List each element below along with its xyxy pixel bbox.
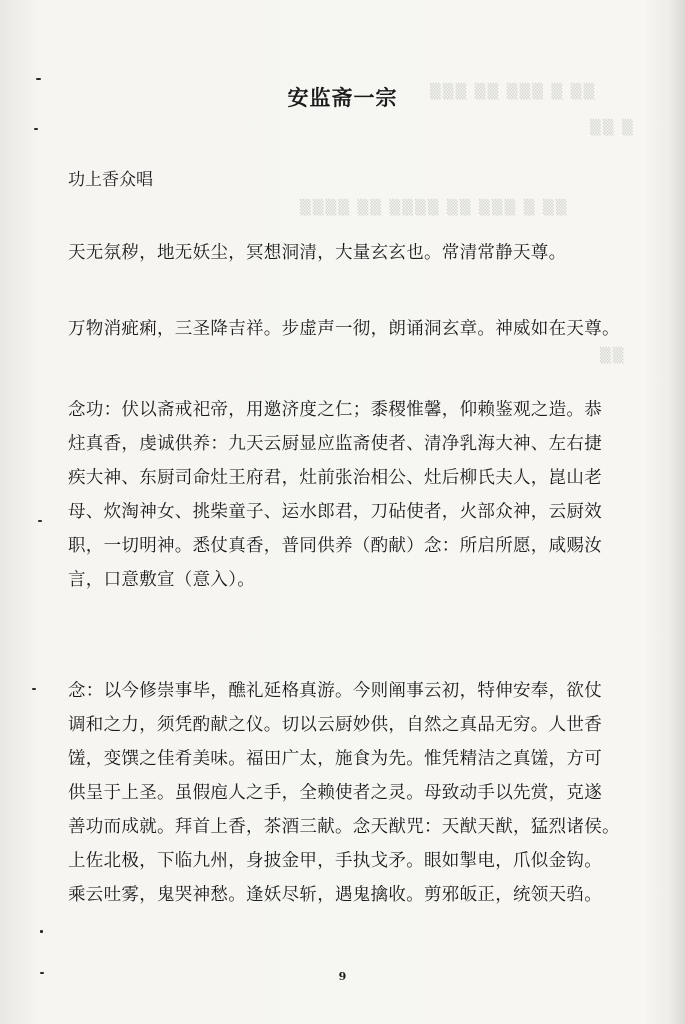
- text-line: 调和之力，须凭酌献之仪。切以云厨妙供，自然之真品无穷。人世香: [68, 715, 602, 735]
- text-line: 上佐北极，下临九州，身披金甲，手执戈矛。眼如掣电，爪似金钩。: [68, 851, 602, 871]
- text-line: 职，一切明神。悉仗真香，普同供养（酌献）念：所启所愿，咸赐汝: [68, 536, 602, 556]
- bleed-through-text: ▒▒ ▒: [590, 120, 635, 136]
- paragraph-2: [68, 312, 628, 346]
- text-line: 念：以今修崇事毕，醮礼延格真游。今则阐事云初，特伸安奉，欲仗: [68, 681, 602, 701]
- section-heading: 功上香众唱: [68, 170, 153, 190]
- paragraph-4: [68, 674, 628, 912]
- page-edge-shadow: [669, 0, 685, 1024]
- text-line: 馐，变馔之佳肴美味。福田广太，施食为先。惟凭精洁之真馐，方可: [68, 749, 602, 769]
- text-line: 天无氛秽，地无妖尘，冥想洞清，大量玄玄也。常清常静天尊。: [68, 243, 567, 263]
- text-line: 万物消疵痢，三圣降吉祥。步虚声一彻，朗诵洞玄章。神威如在天尊。: [68, 319, 620, 339]
- page-number: 9: [338, 970, 347, 983]
- scan-speck: [36, 78, 41, 80]
- paragraph-3: [68, 393, 628, 597]
- text-line: 炷真香，虔诚供养：九天云厨显应监斋使者、清净乳海大神、左右捷: [68, 434, 602, 454]
- scan-speck: [32, 688, 36, 690]
- scan-speck: [38, 520, 42, 522]
- bleed-through-text: ▒▒▒▒ ▒▒ ▒▒▒▒ ▒▒ ▒▒▒ ▒ ▒▒: [300, 200, 569, 216]
- scan-speck: [34, 128, 38, 130]
- bleed-through-text: ▒▒▒ ▒▒ ▒▒▒ ▒ ▒▒: [430, 84, 597, 100]
- text-line: 善功而成就。拜首上香，茶酒三献。念天猷咒：天猷天猷，猛烈诸侯。: [68, 817, 620, 837]
- text-line: 乘云吐雾，鬼哭神愁。逢妖尽斩，遇鬼擒收。剪邪皈正，统领天驺。: [68, 885, 602, 905]
- text-line: 言，口意敷宣（意入）。: [68, 570, 256, 590]
- text-line: 疾大神、东厨司命灶王府君，灶前张治相公、灶后柳氏夫人，崑山老: [68, 468, 602, 488]
- bleed-through-text: ▒▒: [600, 348, 626, 364]
- text-line: 念功：伏以斋戒祀帝，用邀济度之仁；黍稷惟馨，仰赖鉴观之造。恭: [68, 400, 602, 420]
- paragraph-1: [68, 236, 628, 270]
- text-line: 母、炊淘神女、挑柴童子、运水郎君，刀砧使者，火部众神，云厨效: [68, 502, 602, 522]
- document-title: 安监斋一宗: [287, 85, 398, 110]
- scan-speck: [40, 930, 43, 933]
- text-line: 供呈于上圣。虽假庖人之手，全赖使者之灵。母致动手以先赏，克遂: [68, 783, 602, 803]
